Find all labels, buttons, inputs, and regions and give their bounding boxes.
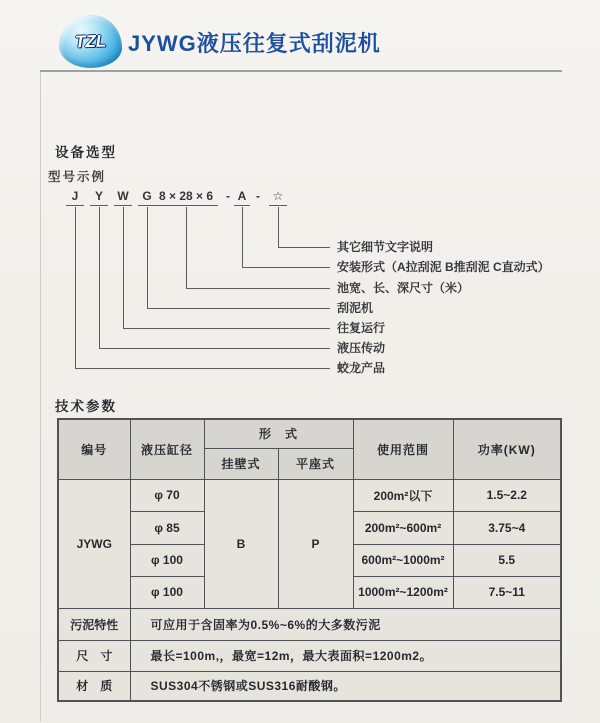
model-seg-g: G (138, 189, 156, 206)
branch-label-install-type: 安装形式（A拉刮泥 B推刮泥 C直动式） (337, 260, 550, 274)
branch-line-g-h (147, 308, 330, 309)
range-cell: 600m²~1000m² (353, 544, 453, 576)
cylinder-cell: φ 70 (130, 479, 204, 511)
tech-params-table (57, 418, 562, 702)
branch-line-size-h (186, 288, 330, 289)
section-title-equipment-selection: 设备选型 (55, 145, 117, 160)
branch-label-hydraulic: 液压传动 (337, 341, 386, 355)
model-seg-j: J (66, 189, 84, 206)
sludge-label-cell: 污泥特性 (58, 608, 130, 640)
branch-line-a (242, 207, 243, 267)
branch-line-j (75, 207, 76, 368)
table-row-sludge (58, 608, 561, 640)
branch-line-w (123, 207, 124, 328)
power-cell: 3.75~4 (453, 511, 561, 544)
page-left-edge-line (40, 71, 41, 721)
branch-line-y-h (99, 348, 330, 349)
model-seg-a: A (234, 189, 250, 206)
branch-line-j-h (75, 368, 330, 369)
dimensions-value-cell: 最长=100m,，最宽=12m，最大表面积=1200m2。 (130, 640, 561, 671)
branch-line-g (147, 207, 148, 308)
material-value-cell: SUS304不锈钢或SUS316耐酸钢。 (130, 671, 561, 701)
col-header-range: 使用范围 (353, 419, 453, 479)
model-seg-dash1: - (226, 189, 230, 203)
table-header-row-1 (58, 419, 561, 448)
model-example-label: 型号示例 (48, 170, 107, 184)
branch-line-star (278, 207, 279, 247)
model-seg-dash2: - (256, 189, 260, 203)
col-header-number: 编号 (58, 419, 130, 479)
tzl-logo-text: TZL (74, 30, 107, 52)
branch-label-scraper: 刮泥机 (337, 301, 374, 315)
page-title: JYWG液压往复式刮泥机 (128, 31, 381, 56)
section-title-tech-params: 技术参数 (55, 399, 117, 414)
branch-line-a-h (242, 267, 330, 268)
range-cell: 200m²以下 (353, 479, 453, 511)
range-cell: 200m²~600m² (353, 511, 453, 544)
tzl-logo (59, 15, 122, 68)
power-cell: 7.5~11 (453, 576, 561, 608)
flat-type-cell: P (278, 479, 353, 608)
table-row-material (58, 671, 561, 701)
model-cell: JYWG (58, 479, 130, 608)
branch-label-reciprocating: 往复运行 (337, 321, 386, 335)
material-label-cell: 材 质 (58, 671, 130, 701)
branch-label-pool-dimensions: 池宽、长、深尺寸（米） (337, 281, 470, 295)
col-header-power: 功率(KW) (453, 419, 561, 479)
model-seg-star: ☆ (269, 189, 287, 206)
branch-line-star-h (278, 247, 330, 248)
header-divider (40, 70, 562, 72)
model-seg-y: Y (90, 189, 108, 206)
branch-line-w-h (123, 328, 330, 329)
model-seg-size: 8 × 28 × 6 (154, 189, 218, 206)
col-header-flat-seat: 平座式 (278, 448, 353, 479)
dimensions-label-cell: 尺 寸 (58, 640, 130, 671)
cylinder-cell: φ 85 (130, 511, 204, 544)
branch-line-y (99, 207, 100, 348)
col-header-cylinder: 液压缸径 (130, 419, 204, 479)
branch-label-other-details: 其它细节文字说明 (337, 240, 434, 254)
power-cell: 1.5~2.2 (453, 479, 561, 511)
model-seg-w: W (114, 189, 132, 206)
col-header-form: 形 式 (204, 419, 353, 448)
cylinder-cell: φ 100 (130, 576, 204, 608)
branch-label-jiaolong-product: 蛟龙产品 (337, 361, 386, 375)
branch-line-size (186, 207, 187, 288)
sludge-value-cell: 可应用于含固率为0.5%~6%的大多数污泥 (130, 608, 561, 640)
wall-type-cell: B (204, 479, 278, 608)
table-row-dimensions (58, 640, 561, 671)
cylinder-cell: φ 100 (130, 544, 204, 576)
table-row (58, 479, 561, 511)
power-cell: 5.5 (453, 544, 561, 576)
range-cell: 1000m²~1200m² (353, 576, 453, 608)
col-header-wall-mounted: 挂壁式 (204, 448, 278, 479)
